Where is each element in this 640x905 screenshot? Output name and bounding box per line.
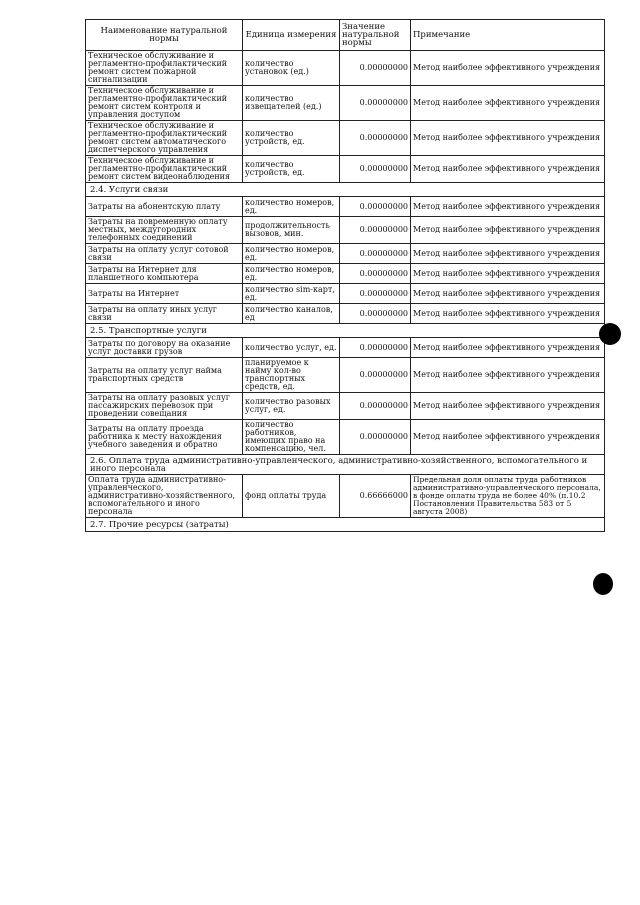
punch-hole-mark (593, 573, 613, 595)
row-name: Затраты на Интернет (86, 284, 243, 304)
row-unit: фонд оплаты труда (243, 475, 340, 518)
table-row (86, 197, 605, 217)
row-name: Затраты на оплату услуг сотовой связи (86, 244, 243, 264)
row-note: Метод наиболее эффективного учреждения (411, 217, 605, 244)
table-row (86, 475, 605, 518)
table-row (86, 358, 605, 393)
row-note: Метод наиболее эффективного учреждения (411, 51, 605, 86)
row-unit: количество услуг, ед. (243, 338, 340, 358)
row-unit: количество номеров, ед. (243, 264, 340, 284)
section-heading (86, 518, 605, 532)
row-name: Техническое обслуживание и регламентно-профилактический ремонт систем видеонаблюдения (86, 156, 243, 183)
row-value: 0.00000000 (340, 244, 411, 264)
row-name: Затраты на абонентскую плату (86, 197, 243, 217)
section-27-title: 2.7. Прочие ресурсы (затраты) (86, 518, 605, 532)
row-value: 0.00000000 (340, 86, 411, 121)
section-heading (86, 455, 605, 475)
row-name: Затраты на повременную оплату местных, междугородних телефонных соединений (86, 217, 243, 244)
header-note: Примечание (411, 20, 605, 51)
row-unit: количество каналов, ед (243, 304, 340, 324)
row-name: Затраты на Интернет для планшетного компьютера (86, 264, 243, 284)
row-name: Техническое обслуживание и регламентно-профилактический ремонт систем автоматического диспетчерского управления (86, 121, 243, 156)
row-unit: количество разовых услуг, ед. (243, 393, 340, 420)
row-value: 0.00000000 (340, 121, 411, 156)
row-note: Метод наиболее эффективного учреждения (411, 393, 605, 420)
row-value: 0.66666000 (340, 475, 411, 518)
section-heading (86, 183, 605, 197)
row-note: Метод наиболее эффективного учреждения (411, 284, 605, 304)
row-unit: количество работников, имеющих право на компенсацию, чел. (243, 420, 340, 455)
row-note: Метод наиболее эффективного учреждения (411, 244, 605, 264)
row-unit: количество установок (ед.) (243, 51, 340, 86)
punch-hole-mark (599, 323, 621, 345)
row-note: Метод наиболее эффективного учреждения (411, 338, 605, 358)
row-note: Метод наиболее эффективного учреждения (411, 121, 605, 156)
section-25-title: 2.5. Транспортные услуги (86, 324, 605, 338)
table-row (86, 217, 605, 244)
row-note: Метод наиболее эффективного учреждения (411, 304, 605, 324)
table-row (86, 284, 605, 304)
row-value: 0.00000000 (340, 51, 411, 86)
norms-table (85, 19, 605, 532)
row-value: 0.00000000 (340, 420, 411, 455)
row-note: Метод наиболее эффективного учреждения (411, 420, 605, 455)
row-note: Метод наиболее эффективного учреждения (411, 197, 605, 217)
row-note: Метод наиболее эффективного учреждения (411, 156, 605, 183)
table-row (86, 86, 605, 121)
row-unit: количество устройств, ед. (243, 121, 340, 156)
table-row (86, 338, 605, 358)
table-row (86, 264, 605, 284)
row-value: 0.00000000 (340, 304, 411, 324)
header-value: Значение натуральной нормы (340, 20, 411, 51)
row-unit: количество номеров, ед. (243, 197, 340, 217)
row-name: Затраты на оплату разовых услуг пассажирских перевозок при проведении совещания (86, 393, 243, 420)
row-name: Затраты на оплату услуг найма транспортных средств (86, 358, 243, 393)
row-note: Метод наиболее эффективного учреждения (411, 358, 605, 393)
section-heading (86, 324, 605, 338)
table-row (86, 121, 605, 156)
row-unit: продолжительность вызовов, мин. (243, 217, 340, 244)
table-row (86, 156, 605, 183)
row-name: Затраты на оплату проезда работника к месту нахождения учебного заведения и обратно (86, 420, 243, 455)
row-value: 0.00000000 (340, 217, 411, 244)
section-26-title: 2.6. Оплата труда административно-управленческого, административно-хозяйственного, вспомогательного и иного персонала (86, 455, 605, 475)
row-value: 0.00000000 (340, 264, 411, 284)
row-unit: количество извещателей (ед.) (243, 86, 340, 121)
row-value: 0.00000000 (340, 197, 411, 217)
table-row (86, 420, 605, 455)
row-note: Метод наиболее эффективного учреждения (411, 264, 605, 284)
row-name: Затраты на оплату иных услуг связи (86, 304, 243, 324)
row-unit: планируемое к найму кол-во транспортных средств, ед. (243, 358, 340, 393)
table-row (86, 304, 605, 324)
row-name: Затраты по договору на оказание услуг доставки грузов (86, 338, 243, 358)
row-value: 0.00000000 (340, 393, 411, 420)
section-24-title: 2.4. Услуги связи (86, 183, 605, 197)
table-header-row (86, 20, 605, 51)
row-unit: количество номеров, ед. (243, 244, 340, 264)
row-name: Техническое обслуживание и регламентно-профилактический ремонт систем контроля и управления доступом (86, 86, 243, 121)
row-value: 0.00000000 (340, 156, 411, 183)
row-name: Оплата труда административно-управленческого, административно-хозяйственного, вспомогательного и иного персонала (86, 475, 243, 518)
row-unit: количество sim-карт, ед. (243, 284, 340, 304)
row-value: 0.00000000 (340, 358, 411, 393)
table-row (86, 51, 605, 86)
row-unit: количество устройств, ед. (243, 156, 340, 183)
table-row (86, 393, 605, 420)
header-unit: Единица измерения (243, 20, 340, 51)
row-note: Метод наиболее эффективного учреждения (411, 86, 605, 121)
table-row (86, 244, 605, 264)
row-value: 0.00000000 (340, 284, 411, 304)
row-value: 0.00000000 (340, 338, 411, 358)
header-name: Наименование натуральной нормы (86, 20, 243, 51)
row-note: Предельная доля оплаты труда работников административно-управленческого персонала, в фонде оплаты труда не более 40% (п.10.2 Постановления Правительства 583 от 5 августа 2008) (411, 475, 605, 518)
row-name: Техническое обслуживание и регламентно-профилактический ремонт систем пожарной сигнализации (86, 51, 243, 86)
